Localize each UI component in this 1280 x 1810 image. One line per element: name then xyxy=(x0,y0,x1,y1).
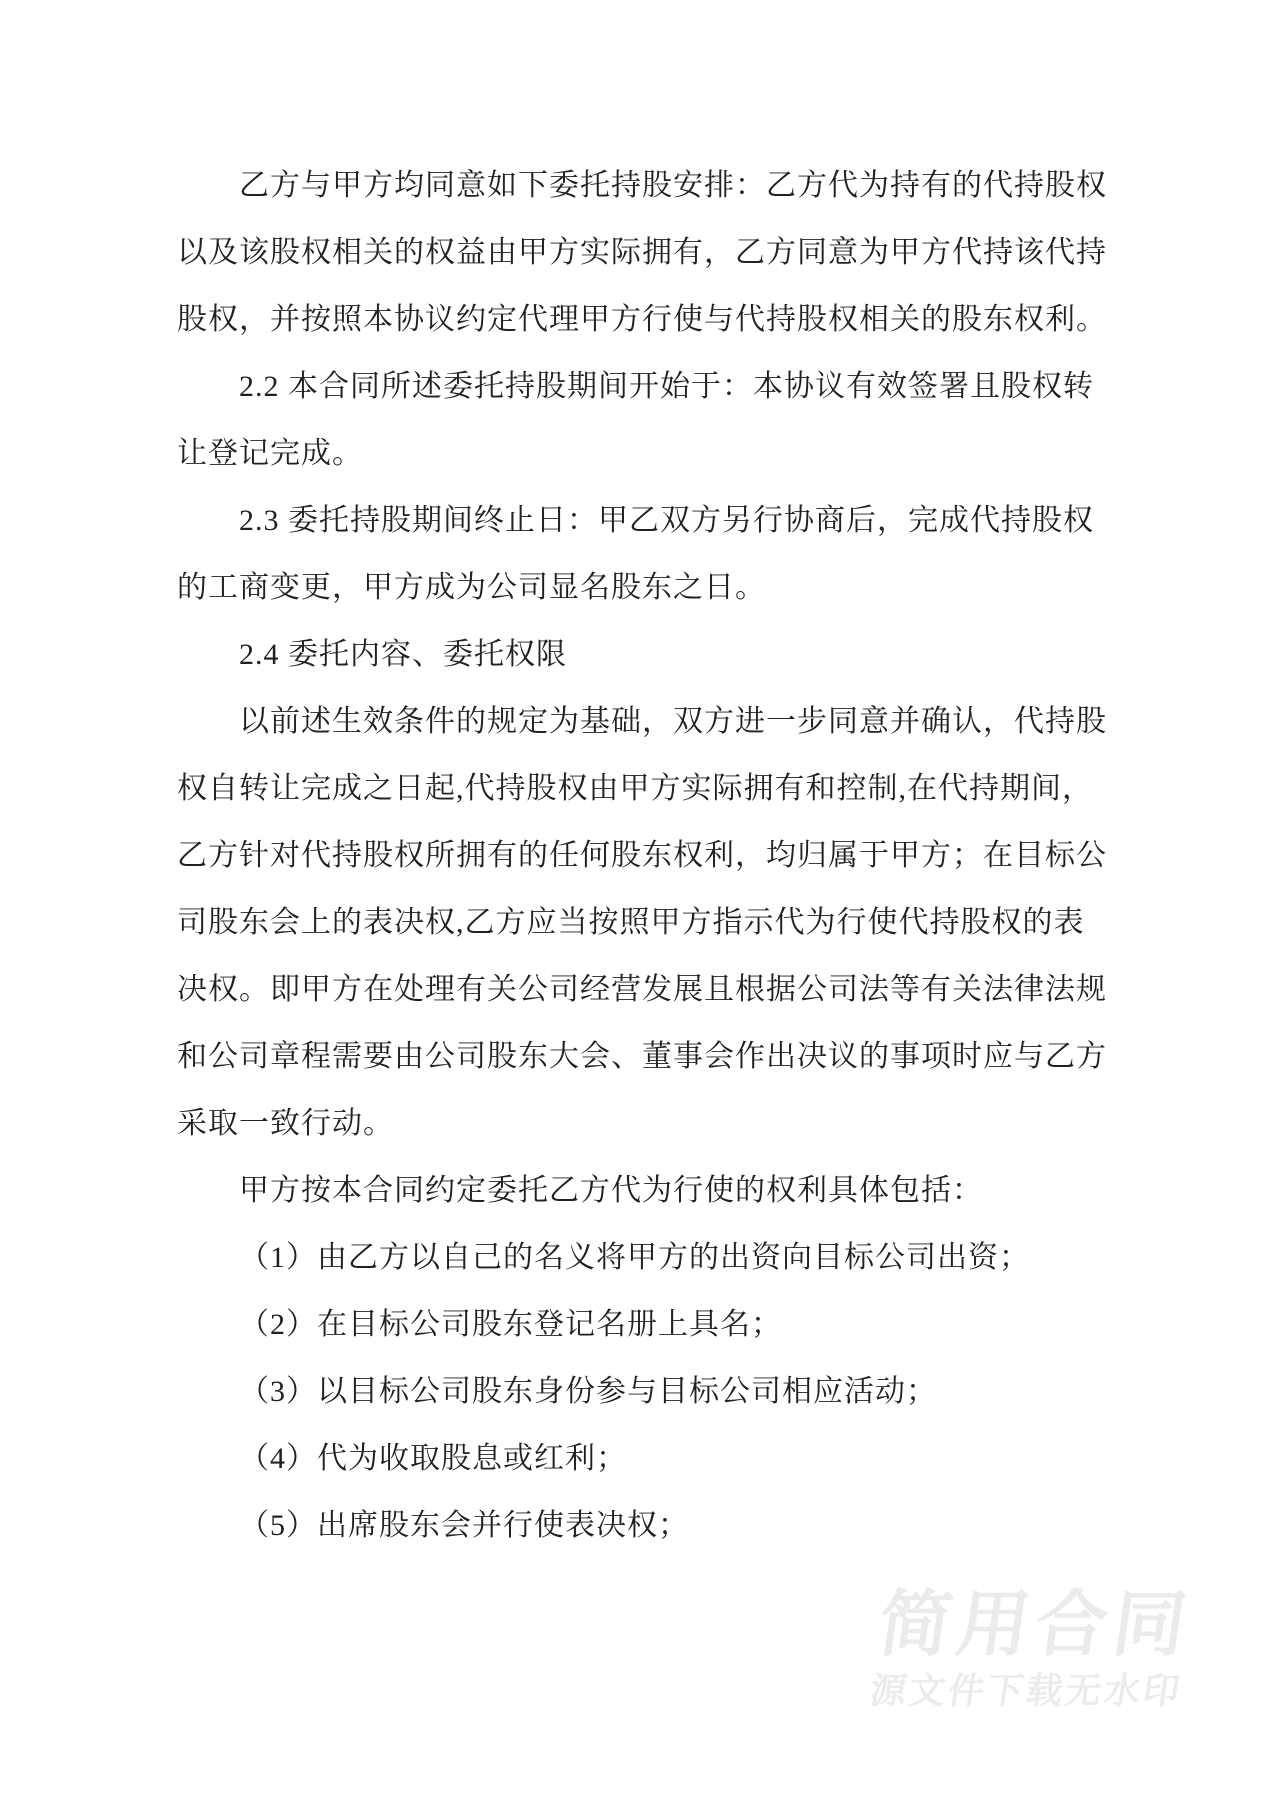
text-line: 2.4 委托内容、委托权限 xyxy=(239,638,567,671)
text-line: （4）代为收取股息或红利； xyxy=(239,1442,627,1475)
text-line: 2.3 委托持股期间终止日：甲乙双方另行协商后，完成代持股权 xyxy=(239,504,1094,537)
text-line: （2）在目标公司股东登记名册上具名； xyxy=(239,1308,782,1341)
text-line: 让登记完成。 xyxy=(177,437,363,470)
text-line: 以前述生效条件的规定为基础，双方进一步同意并确认，代持股 xyxy=(239,705,1107,738)
watermark-brand-text: 简用合同 xyxy=(873,1582,1198,1666)
text-line: 的工商变更，甲方成为公司显名股东之日。 xyxy=(177,571,766,604)
text-line: 采取一致行动。 xyxy=(177,1107,394,1140)
text-line: 2.2 本合同所述委托持股期间开始于：本协议有效签署且股权转 xyxy=(239,370,1094,403)
text-line: （1）由乙方以自己的名义将甲方的出资向目标公司出资； xyxy=(239,1241,1030,1274)
document-lines xyxy=(177,152,1117,1559)
text-line: 股权，并按照本协议约定代理甲方行使与代持股权相关的股东权利。 xyxy=(177,303,1107,336)
text-line: 和公司章程需要由公司股东大会、董事会作出决议的事项时应与乙方 xyxy=(177,1040,1107,1073)
text-line: 甲方按本合同约定委托乙方代为行使的权利具体包括： xyxy=(239,1174,983,1207)
text-line: （3）以目标公司股东身份参与目标公司相应活动； xyxy=(239,1375,937,1408)
watermark-tagline-text: 源文件下载无水印 xyxy=(867,1671,1186,1712)
text-line: 以及该股权相关的权益由甲方实际拥有，乙方同意为甲方代持该代持 xyxy=(177,236,1107,269)
text-line: 乙方针对代持股权所拥有的任何股东权利，均归属于甲方；在目标公 xyxy=(177,839,1107,872)
watermark xyxy=(867,1582,1198,1712)
text-line: 乙方与甲方均同意如下委托持股安排：乙方代为持有的代持股权 xyxy=(239,169,1107,202)
text-line: 司股东会上的表决权,乙方应当按照甲方指示代为行使代持股权的表 xyxy=(177,906,1085,939)
text-line: 权自转让完成之日起,代持股权由甲方实际拥有和控制,在代持期间， xyxy=(177,772,1093,805)
text-line: 决权。即甲方在处理有关公司经营发展且根据公司法等有关法律法规 xyxy=(177,973,1107,1006)
text-line: （5）出席股东会并行使表决权； xyxy=(239,1509,689,1542)
